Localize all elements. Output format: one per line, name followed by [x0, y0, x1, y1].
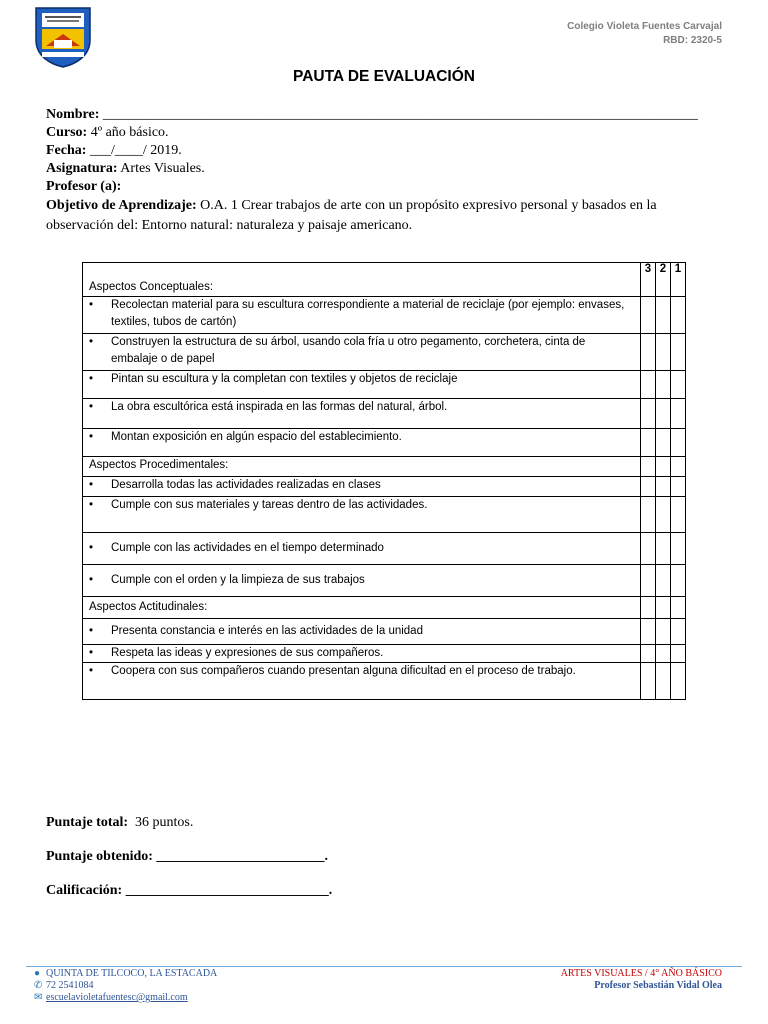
score-cell[interactable]	[641, 663, 656, 700]
rubric-item	[89, 540, 634, 557]
objetivo-label: Objetivo de Aprendizaje:	[46, 198, 197, 213]
footer-teacher: Profesor Sebastián Vidal Olea	[594, 980, 722, 991]
rubric-item-row	[83, 371, 686, 399]
rubric-item-row	[83, 297, 686, 334]
bullet-icon: •	[89, 542, 94, 554]
score-cell[interactable]	[641, 533, 656, 565]
score-cell[interactable]	[671, 429, 686, 457]
bullet-icon: •	[89, 299, 94, 311]
footer-address-row	[34, 968, 217, 980]
score-cell[interactable]	[671, 533, 686, 565]
rubric-item-row	[83, 619, 686, 645]
curso-value: 4º año básico.	[90, 125, 169, 140]
score-cell[interactable]	[671, 399, 686, 429]
score-cell[interactable]	[671, 334, 686, 371]
rubric-item-text: La obra escultórica está inspirada en las formas del natural, árbol.	[111, 401, 448, 413]
rubric-item	[89, 399, 634, 416]
score-cell[interactable]	[656, 663, 671, 700]
profesor-label: Profesor (a):	[46, 179, 122, 194]
nombre-label: Nombre:	[46, 107, 100, 122]
footer-address: QUINTA DE TILCOCO, LA ESTACADA	[46, 968, 218, 979]
rubric-item-row	[83, 477, 686, 497]
rubric-item-text: Montan exposición en algún espacio del establecimiento.	[111, 431, 402, 443]
score-header: 3	[641, 263, 656, 297]
score-cell[interactable]	[656, 533, 671, 565]
score-cell[interactable]	[671, 477, 686, 497]
rubric-item	[89, 477, 634, 494]
nombre-field: _____________________________________________________________________________________	[102, 107, 698, 122]
rubric-item-row	[83, 533, 686, 565]
rubric-item-text: Coopera con sus compañeros cuando presentan alguna dificultad en el proceso de trabajo.	[111, 665, 576, 677]
rubric-section-row	[83, 597, 686, 619]
school-rbd: RBD: 2320-5	[663, 35, 722, 46]
fecha-label: Fecha:	[46, 143, 87, 158]
score-cell[interactable]	[641, 477, 656, 497]
rubric-header-row	[83, 263, 686, 297]
fecha-row	[46, 142, 726, 160]
objetivo-value: O.A. 1 Crear trabajos de arte con un propósito expresivo personal y basados en la observación del: Entorno natural: naturaleza y paisaje americano.	[46, 198, 657, 233]
score-cell[interactable]	[641, 619, 656, 645]
section-title	[83, 263, 641, 297]
asignatura-label: Asignatura:	[46, 161, 118, 176]
score-cell[interactable]	[656, 371, 671, 399]
score-cell[interactable]	[671, 565, 686, 597]
rubric-item-text: Presenta constancia e interés en las actividades de la unidad	[111, 625, 423, 637]
score-header: 1	[671, 263, 686, 297]
totals-block	[46, 815, 332, 917]
section-title-text: Aspectos Procedimentales:	[89, 459, 229, 471]
rubric-item	[89, 297, 634, 331]
rubric-item-text: Cumple con el orden y la limpieza de sus trabajos	[111, 574, 365, 586]
score-cell[interactable]	[671, 497, 686, 533]
location-pin-icon: ●	[34, 968, 41, 979]
rubric-item	[89, 371, 634, 388]
puntaje-obtenido-label: Puntaje obtenido:	[46, 849, 153, 864]
bullet-icon: •	[89, 574, 94, 586]
section-title-text: Aspectos Conceptuales:	[89, 281, 214, 293]
rubric-item	[89, 663, 634, 680]
curso-row	[46, 124, 726, 142]
score-cell[interactable]	[641, 297, 656, 334]
footer-divider	[26, 966, 742, 967]
score-cell[interactable]	[641, 371, 656, 399]
score-cell[interactable]	[671, 371, 686, 399]
calificacion-row	[46, 883, 332, 917]
score-cell[interactable]	[656, 297, 671, 334]
rubric-table	[82, 262, 686, 700]
rubric-item-text: Desarrolla todas las actividades realizadas en clases	[111, 479, 381, 491]
phone-icon: ✆	[34, 980, 43, 991]
bullet-icon: •	[89, 336, 94, 348]
nombre-row	[46, 106, 726, 124]
fecha-value: ___/____/ 2019.	[89, 143, 182, 158]
score-cell[interactable]	[671, 645, 686, 663]
school-crest-icon	[32, 6, 94, 68]
asignatura-row	[46, 160, 726, 178]
score-cell[interactable]	[656, 565, 671, 597]
score-cell[interactable]	[641, 497, 656, 533]
rubric-item	[89, 623, 634, 640]
rubric-item-row	[83, 565, 686, 597]
bullet-icon: •	[89, 479, 94, 491]
rubric-item-text: Recolectan material para su escultura correspondiente a material de reciclaje (por ejemplo: envases, textiles, tubos de cartón)	[111, 299, 625, 328]
rubric-item-row	[83, 645, 686, 663]
score-cell[interactable]	[671, 663, 686, 700]
score-cell[interactable]	[656, 645, 671, 663]
profesor-row	[46, 178, 726, 196]
score-cell[interactable]	[656, 497, 671, 533]
rubric-item-text: Cumple con sus materiales y tareas dentro de las actividades.	[111, 499, 428, 511]
score-cell[interactable]	[641, 645, 656, 663]
score-cell[interactable]	[656, 619, 671, 645]
bullet-icon: •	[89, 401, 94, 413]
school-name: Colegio Violeta Fuentes Carvajal	[567, 21, 722, 32]
objetivo-row	[46, 196, 726, 236]
rubric-item-row	[83, 334, 686, 371]
rubric-item-text: Pintan su escultura y la completan con textiles y objetos de reciclaje	[111, 373, 458, 385]
rubric-item-row	[83, 663, 686, 700]
rubric-item	[89, 497, 634, 514]
score-cell[interactable]	[641, 565, 656, 597]
calificacion-label: Calificación:	[46, 883, 123, 898]
score-cell[interactable]	[671, 619, 686, 645]
puntaje-total-row	[46, 815, 332, 849]
rubric-item-row	[83, 429, 686, 457]
rubric-item	[89, 645, 634, 662]
footer-email-row	[34, 992, 217, 1004]
score-cell[interactable]	[656, 477, 671, 497]
score-cell[interactable]	[641, 429, 656, 457]
score-cell[interactable]	[656, 334, 671, 371]
footer-course	[561, 968, 722, 992]
rubric-item	[89, 572, 634, 589]
score-cell[interactable]	[656, 429, 671, 457]
puntaje-obtenido-row	[46, 849, 332, 883]
bullet-icon: •	[89, 431, 94, 443]
score-cell[interactable]	[641, 334, 656, 371]
calificacion-field: _____________________________.	[125, 883, 333, 898]
rubric-item	[89, 334, 634, 368]
rubric-item-text: Cumple con las actividades en el tiempo determinado	[111, 542, 384, 554]
rubric-item-text: Respeta las ideas y expresiones de sus compañeros.	[111, 647, 384, 659]
bullet-icon: •	[89, 625, 94, 637]
footer-course-title: ARTES VISUALES / 4° AÑO BÁSICO	[560, 968, 722, 979]
asignatura-value: Artes Visuales.	[120, 161, 205, 176]
score-cell[interactable]	[671, 297, 686, 334]
bullet-icon: •	[89, 665, 94, 677]
school-header	[567, 20, 722, 48]
footer-phone-row	[34, 980, 217, 992]
score-header: 2	[656, 263, 671, 297]
footer-contact	[34, 968, 217, 1004]
footer-phone: 72 2541084	[46, 980, 94, 991]
puntaje-total-value: 36 puntos.	[135, 815, 194, 830]
bullet-icon: •	[89, 373, 94, 385]
mail-icon: ✉	[34, 992, 43, 1003]
rubric-section-row	[83, 457, 686, 477]
rubric-item-row	[83, 497, 686, 533]
student-info	[46, 106, 726, 236]
rubric-item	[89, 429, 634, 446]
section-title-text: Aspectos Actitudinales:	[89, 601, 208, 613]
rubric-item-row	[83, 399, 686, 429]
puntaje-obtenido-field: ________________________.	[156, 849, 328, 864]
score-cell[interactable]	[656, 399, 671, 429]
rubric-item-text: Construyen la estructura de su árbol, usando cola fría u otro pegamento, corchetera, cinta de embalaje o de papel	[111, 336, 586, 365]
page-title: PAUTA DE EVALUACIÓN	[293, 68, 475, 85]
score-cell[interactable]	[641, 399, 656, 429]
bullet-icon: •	[89, 499, 94, 511]
puntaje-total-label: Puntaje total:	[46, 815, 129, 830]
curso-label: Curso:	[46, 125, 88, 140]
footer-email-link[interactable]: escuelavioletafuentesc@gmail.com	[46, 992, 188, 1003]
bullet-icon: •	[89, 647, 94, 659]
